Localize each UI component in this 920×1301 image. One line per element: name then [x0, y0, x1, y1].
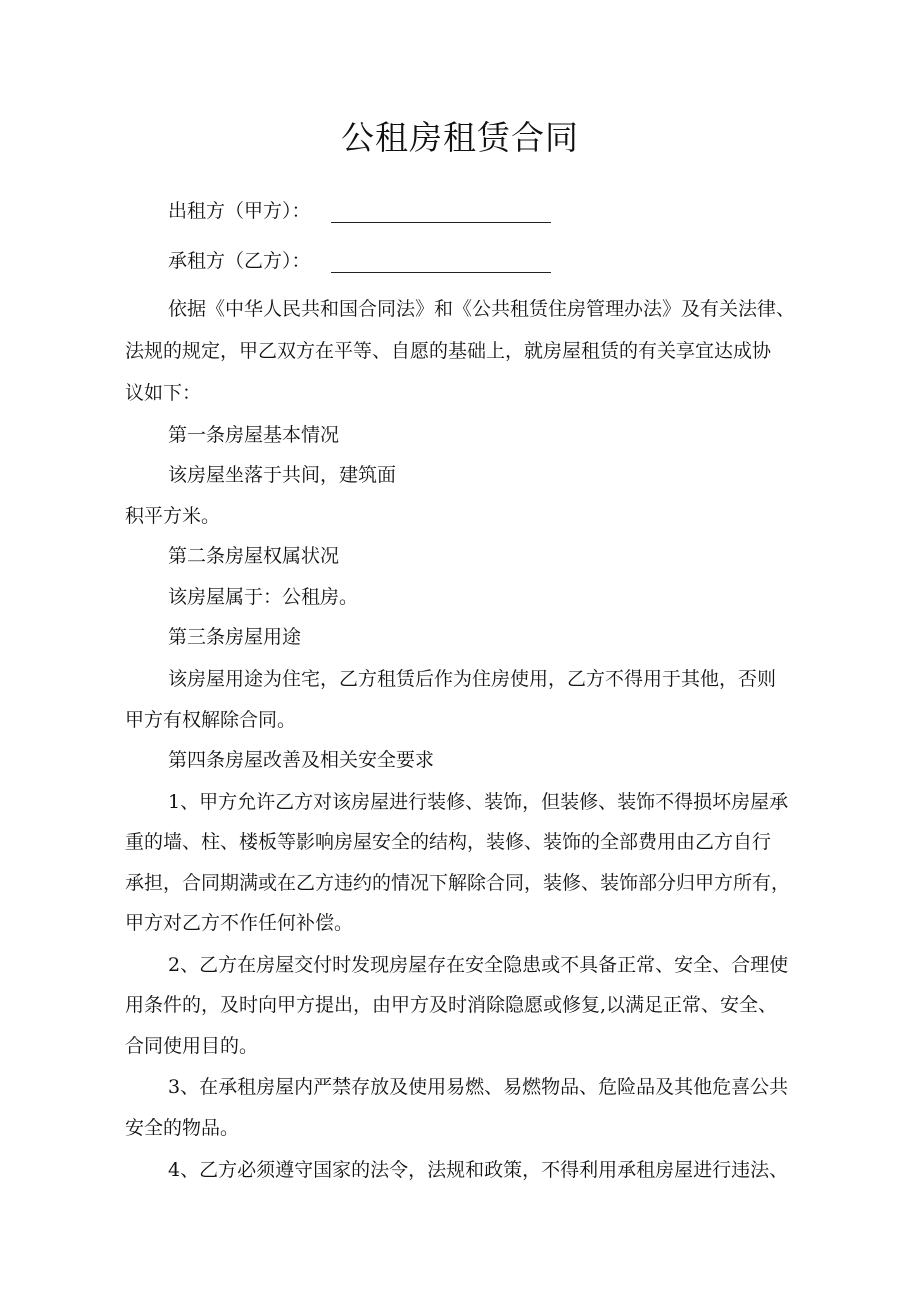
article-4-clause-2-line: 2、乙方在房屋交付时发现房屋存在安全隐患或不具备正常、安全、合理使: [168, 954, 789, 976]
lessee-blank-line: [331, 250, 551, 273]
article-4-clause-1-line: 1、甲方允许乙方对该房屋进行装修、装饰，但装修、装饰不得损坏房屋承: [168, 791, 789, 813]
article-2-line: 该房屋属于：公租房。: [168, 586, 359, 608]
article-4-title: 第四条房屋改善及相关安全要求: [168, 749, 435, 771]
lessor-field: [168, 196, 551, 223]
document-title: 公租房租赁合同: [341, 118, 579, 157]
article-3-line: 该房屋用途为住宅，乙方租赁后作为住房使用，乙方不得用于其他，否则: [168, 668, 777, 690]
article-4-clause-1-line: 承担，合同期满或在乙方违约的情况下解除合同，装修、装饰部分归甲方所有，: [125, 872, 791, 894]
intro-line: 法规的规定，甲乙双方在平等、自愿的基础上，就房屋租赁的有关享宜达成协: [125, 340, 772, 362]
intro-line: 议如下：: [125, 382, 202, 404]
article-4-clause-2-line: 用条件的，及时向甲方提出，由甲方及时消除隐愿或修复,以满足正常、安全、: [125, 994, 778, 1016]
article-1-line: 积平方米。: [125, 505, 221, 527]
article-4-clause-3-line: 3、在承租房屋内严禁存放及使用易燃、易燃物品、危险品及其他危喜公共: [168, 1076, 789, 1098]
article-1-line: 该房屋坐落于共间，建筑面: [168, 464, 397, 486]
article-1-title: 第一条房屋基本情况: [168, 424, 340, 446]
article-4-clause-4-line: 4、乙方必须遵守国家的法令，法规和政策，不得利用承租房屋进行违法、: [168, 1159, 789, 1181]
lessee-label: 承租方（乙方）：: [168, 250, 311, 272]
lessee-field: [168, 246, 551, 273]
intro-line: 依据《中华人民共和国合同法》和《公共租赁住房管理办法》及有关法律、: [168, 298, 796, 320]
lessor-blank-line: [331, 200, 551, 223]
article-4-clause-2-line: 合同使用目的。: [125, 1035, 259, 1057]
article-4-clause-3-line: 安全的物品。: [125, 1117, 240, 1139]
article-3-title: 第三条房屋用途: [168, 626, 302, 648]
article-4-clause-1-line: 重的墙、柱、楼板等影响房屋安全的结构，装修、装饰的全部费用由乙方自行: [125, 831, 772, 853]
article-3-line: 甲方有权解除合同。: [125, 709, 297, 731]
article-2-title: 第二条房屋权属状况: [168, 545, 340, 567]
article-4-clause-1-line: 甲方对乙方不作任何补偿。: [125, 912, 354, 934]
lessor-label: 出租方（甲方）：: [168, 200, 311, 222]
